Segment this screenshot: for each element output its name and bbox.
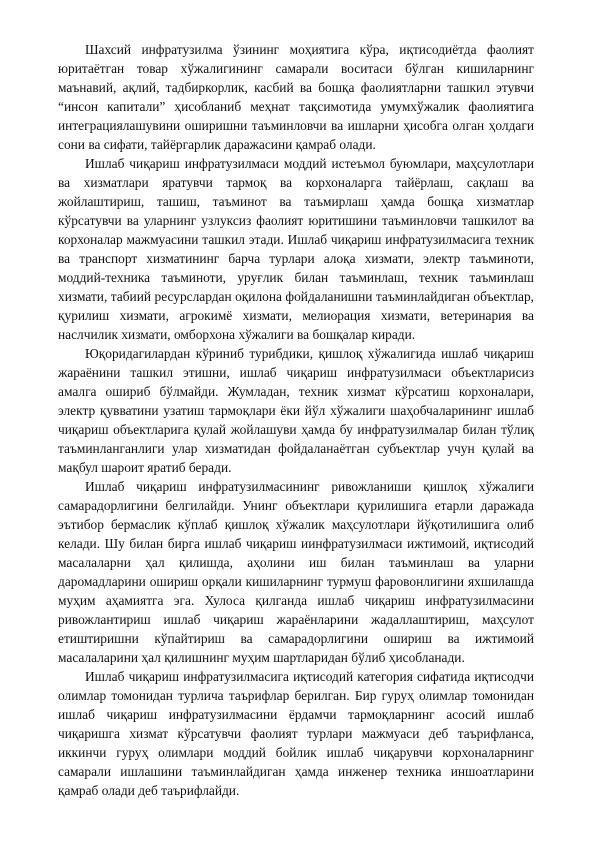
document-page [58, 40, 534, 800]
paragraph-4: Ишлаб чиқариш инфратузилмасининг ривожланиши қишлоқ хўжалиги самарадорлигини белгилайди. Унинг объектлари қурилишига етарли даражада эътибор бермаслик кўплаб қишлоқ хўжалик маҳсулотлари йўқотилишига олиб келади. Шу билан бирга ишлаб чиқариш иинфратузилмаси ижтимоий, иқтисодий масалаларни ҳал қилишда, аҳолини иш билан таъминлаш ва уларни даромадларини ошириш орқали кишиларнинг турмуш фаровонлигини яхшилашда муҳим аҳамиятга эга. Хулоса қилганда ишлаб чиқариш инфратузилмасини ривожлантириш ишлаб чиқариш жараёнларини жадаллаштириш, маҳсулот етиштиришни кўпайтириш ва самарадорлигини ошириш ва ижтимоий масалаларини ҳал қилишнинг муҳим шартларидан бўлиб ҳисобланади. [58, 479, 534, 665]
paragraph-5: Ишлаб чиқариш инфратузилмасига иқтисодий категория сифатида иқтисодчи олимлар томонидан турлича таърифлар берилган. Бир гуруҳ олимлар томонидан ишлаб чиқариш инфратузилмасини ёрдамчи тармоқларнинг асосий ишлаб чиқаришга хизмат кўрсатувчи фаолият турлари мажмуаси деб таърифланса, иккинчи гуруҳ олимлари моддий бойлик ишлаб чиқарувчи корхоналарнинг самарали ишлашини таъминлайдиган ҳамда инженер техника иншоатларини қамраб олади деб таърифлайди. [58, 669, 534, 798]
paragraph-2: Ишлаб чиқариш инфратузилмаси моддий истеъмол буюмлари, маҳсулотлари ва хизматлари яратувчи тармоқ ва корхоналарга тайёрлаш, сақлаш ва жойлаштириш, ташиш, таъминот ва таъмирлаш ҳамда бошқа хизматлар кўрсатувчи ва уларнинг узлуксиз фаолият юритишини таъминловчи ташкилот ва корхоналар мажмуасини ташкил этади. Ишлаб чиқариш инфратузилмасига техник ва транспорт хизматининг барча турлари алоқа хизмати, электр таъминоти, моддий-техника таъминоти, уруғлик билан таъминлаш, техник таъминлаш хизмати, табиий ресурслардан оқилона фойдаланишни таъминлайдиган объектлар, қурилиш хизмати, агрокимё хизмати, мелиорация хизмати, ветеринария ва наслчилик хизмати, омборхона хўжалиги ва бошқалар киради. [58, 156, 534, 342]
paragraph-1: Шахсий инфратузилма ўзининг моҳиятига кўра, иқтисодиётда фаолият юритаётган товар хўжалигининг самарали воситаси бўлган кишиларнинг маънавий, ақлий, тадбиркорлик, касбий ва бошқа фаолиятларни ташкил этувчи “инсон капитали” ҳисобланиб меҳнат тақсимотида умумхўжалик фаолиятига интеграциялашувини оширишни таъминловчи ва ишларни ҳисобга олган ҳолдаги сони ва сифати, тайёргарлик даражасини қамраб олади. [58, 42, 534, 152]
paragraph-3: Юқоридагилардан кўриниб турибдики, қишлоқ хўжалигида ишлаб чиқариш жараёнини ташкил этишни, ишлаб чиқариш инфратузилмаси объектларисиз амалга ошириб бўлмайди. Жумладан, техник хизмат кўрсатиш корхоналари, электр қувватини узатиш тармоқлари ёки йўл хўжалиги шаҳобчаларининг ишлаб чиқариш объектларига қулай жойлашуви ҳамда бу инфратузилмалар билан тўлиқ таъминланганлиги улар хизматидан фойдаланаётган субъектлар учун қулай ва мақбул шароит яратиб беради. [58, 346, 534, 475]
